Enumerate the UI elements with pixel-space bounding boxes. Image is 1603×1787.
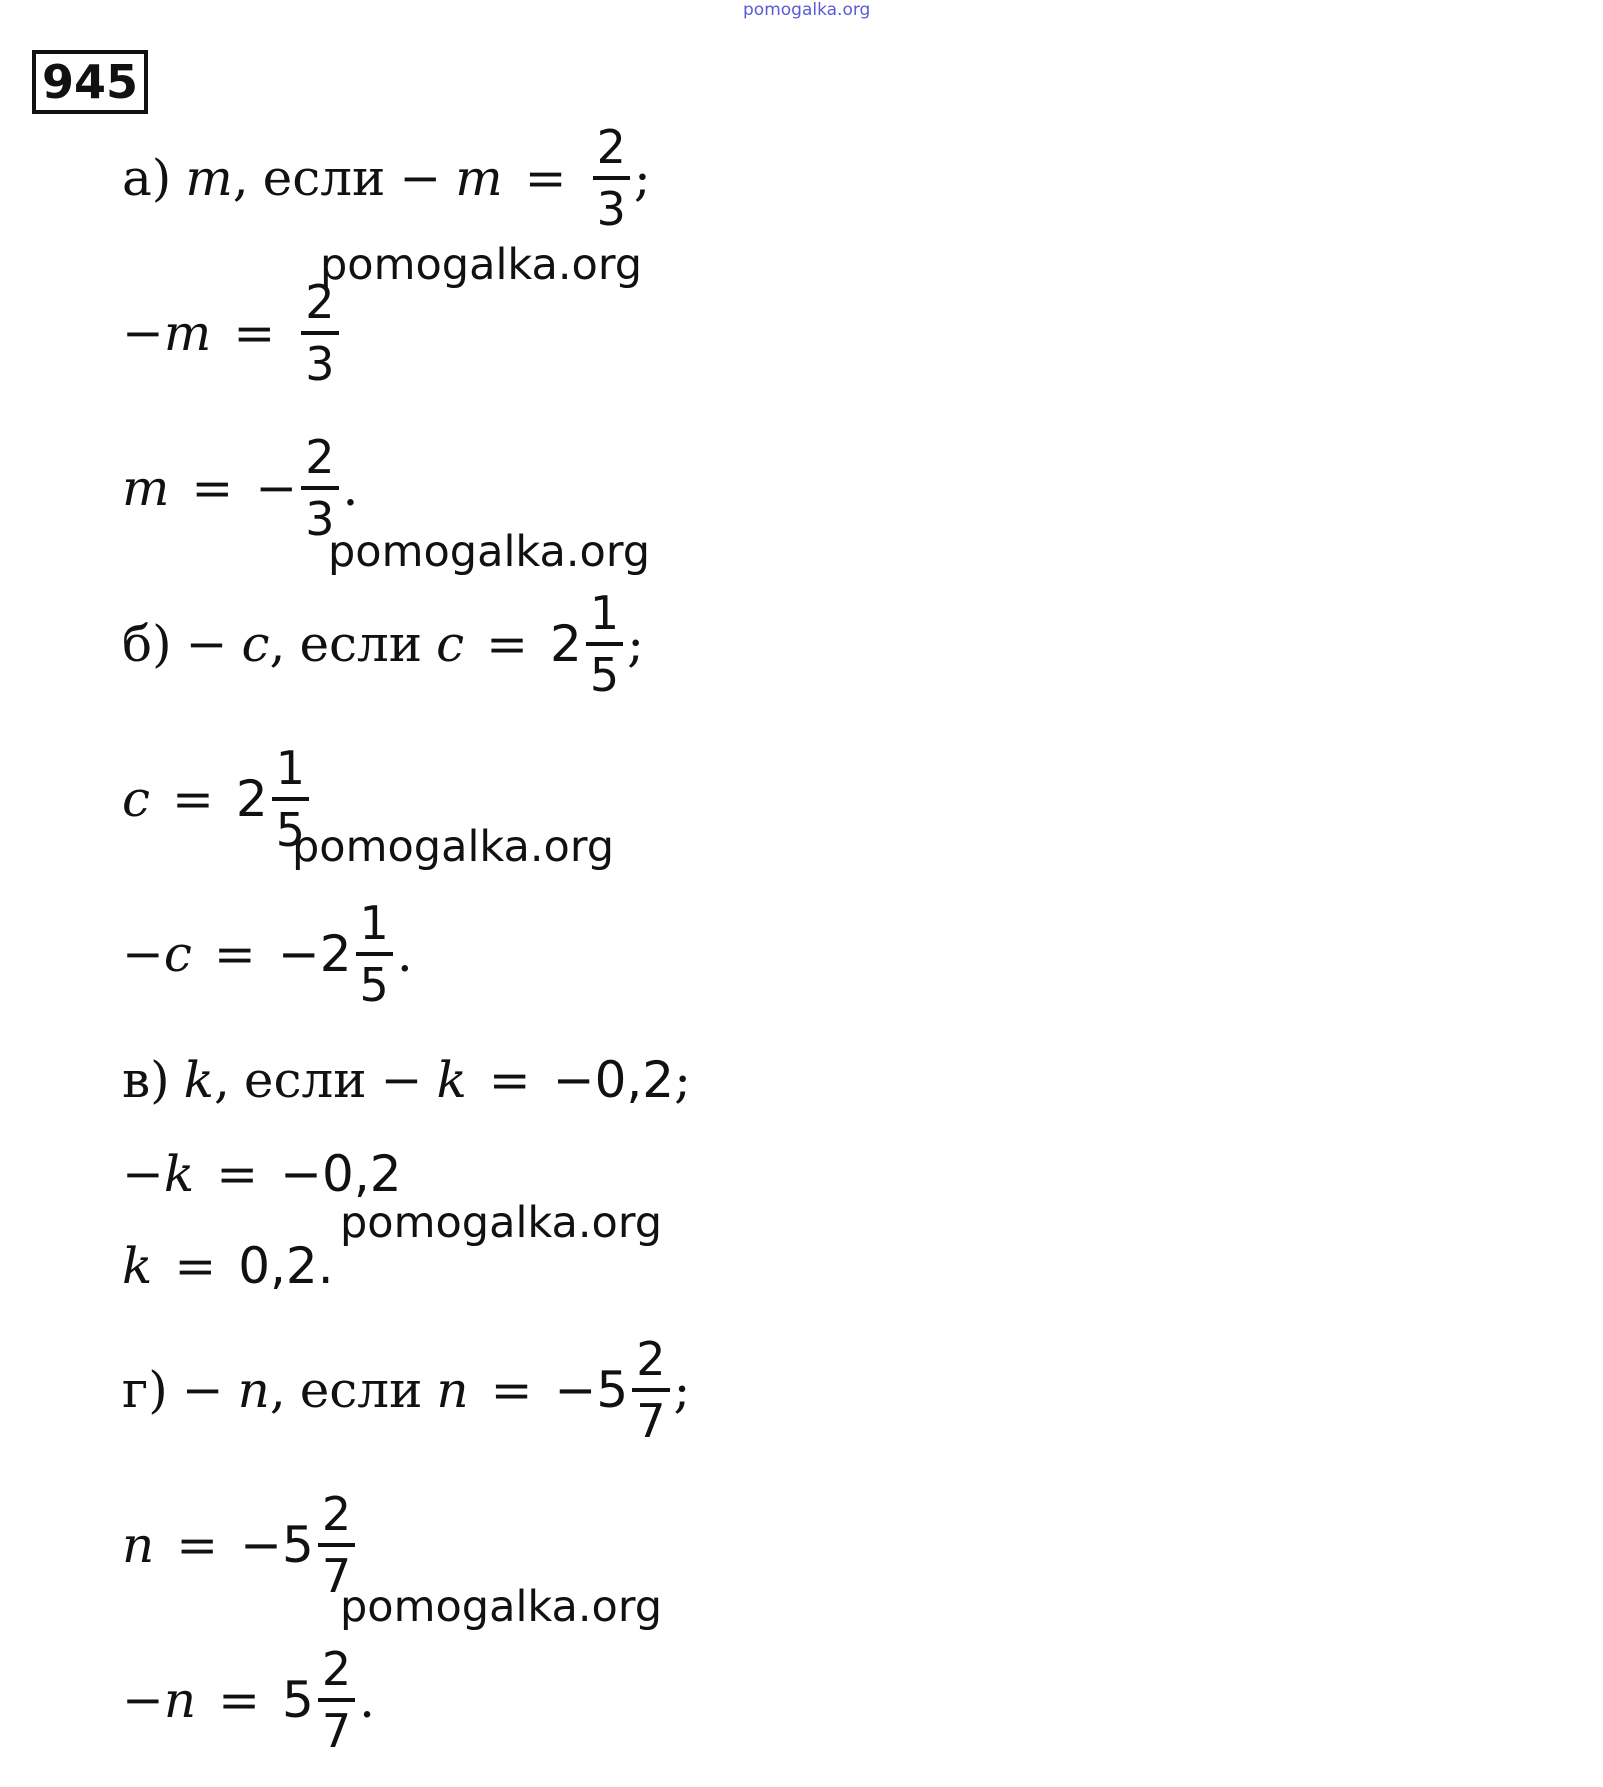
part-g-step1-fraction: $\frac{2}{7}$ xyxy=(318,1491,355,1599)
part-a-var: m xyxy=(185,149,233,207)
part-g-step-1: n = −5 $\frac{2}{7}$ xyxy=(122,1475,359,1615)
part-b-label: б) xyxy=(122,615,172,673)
part-b-step1-fraction: $\frac{1}{5}$ xyxy=(272,745,309,853)
part-a-fraction: $\frac{2}{3}$ xyxy=(593,124,630,232)
watermark: pomogalka.org xyxy=(320,240,643,290)
part-a-step2-lhs: m xyxy=(122,459,170,517)
part-a-step1-fraction: $\frac{2}{3}$ xyxy=(301,279,338,387)
part-a-var-2: m xyxy=(455,149,503,207)
part-g-step2-fraction: $\frac{2}{7}$ xyxy=(318,1646,355,1754)
part-a-label: а) xyxy=(122,149,172,207)
watermark: pomogalka.org xyxy=(340,1582,663,1632)
problem-number: 945 xyxy=(32,50,148,114)
part-g-label: г) xyxy=(122,1361,168,1419)
part-a-step-2: m = − $\frac{2}{3}$ . xyxy=(122,430,359,546)
part-v-step-1: −k = −0,2 xyxy=(122,1145,402,1203)
part-a-word: если xyxy=(262,149,386,207)
part-g-fraction: $\frac{2}{7}$ xyxy=(632,1336,669,1444)
part-a-statement: а) m , если − m = $\frac{2}{3}$ ; xyxy=(122,120,651,236)
site-header[interactable]: pomogalka.org xyxy=(743,0,871,20)
part-b-step-2: −c = −2 $\frac{1}{5}$ . xyxy=(122,896,413,1012)
part-g-step-2: −n = 5 $\frac{2}{7}$ . xyxy=(122,1642,376,1758)
part-a-step1-lhs: −m xyxy=(122,304,212,362)
watermark: pomogalka.org xyxy=(292,822,615,872)
part-b-step2-fraction: $\frac{1}{5}$ xyxy=(356,900,393,1008)
part-b-fraction: $\frac{1}{5}$ xyxy=(586,590,623,698)
part-v-step-2: k = 0,2. xyxy=(122,1237,334,1295)
part-a-minus: − xyxy=(399,149,442,207)
watermark: pomogalka.org xyxy=(340,1198,663,1248)
part-a-eq: = xyxy=(524,149,567,207)
part-b-step-1: c = 2 $\frac{1}{5}$ xyxy=(122,729,313,869)
part-a-step-1: −m = $\frac{2}{3}$ xyxy=(122,263,343,403)
part-v-statement: в) k , если − k = −0,2 ; xyxy=(122,1051,691,1109)
part-v-label: в) xyxy=(122,1051,170,1109)
watermark: pomogalka.org xyxy=(328,527,651,577)
part-g-statement: г) − n , если n = −5 $\frac{2}{7}$ ; xyxy=(122,1332,691,1448)
part-a-step2-fraction: $\frac{2}{3}$ xyxy=(301,434,338,542)
part-b-statement: б) − c , если c = 2 $\frac{1}{5}$ ; xyxy=(122,586,644,702)
part-b-var: c xyxy=(241,615,270,673)
